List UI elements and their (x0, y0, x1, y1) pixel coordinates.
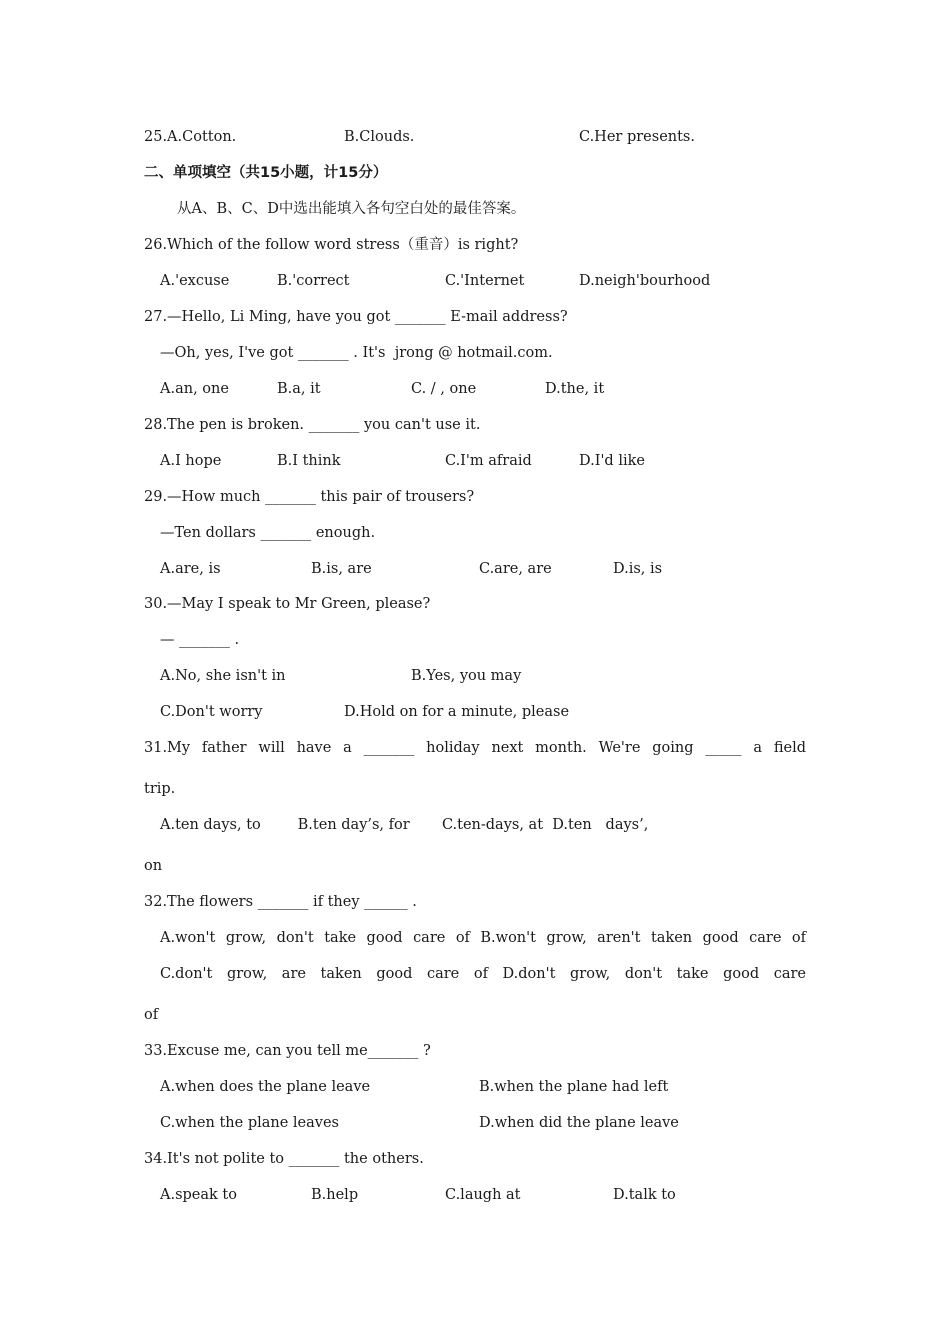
q34-option-b: B.help (311, 1187, 359, 1203)
q29-option-a: A.are, is (160, 561, 221, 577)
q27-stem: 27.—Hello, Li Ming, have you got _______ E-mail address? (144, 309, 568, 325)
q27-option-a: A.an, one (160, 381, 229, 397)
q28-option-a: A.I hope (160, 453, 222, 469)
q26-option-a: A.'excuse (160, 273, 230, 289)
q33-option-a: A.when does the plane leave (160, 1079, 371, 1095)
q29-stem: 29.—How much _______ this pair of trousers? (144, 489, 475, 505)
q26-option-b: B.'correct (277, 273, 350, 289)
q30-line2: — _______ . (160, 632, 240, 648)
q32-options-cd-cont: of (144, 1007, 159, 1023)
q30-option-b: B.Yes, you may (411, 668, 522, 684)
q25-option-c: C.Her presents. (579, 129, 695, 145)
q28-option-c: C.I'm afraid (445, 453, 532, 469)
q32-options-cd: C.don't grow, are taken good care of D.don't grow, don't take good care (160, 966, 806, 982)
q26-option-d: D.neigh'bourhood (579, 273, 711, 289)
q32-options-ab: A.won't grow, don't take good care of B.won't grow, aren't taken good care of (160, 930, 806, 946)
q33-stem: 33.Excuse me, can you tell me_______ ? (144, 1043, 431, 1059)
q27-option-c: C. / , one (411, 381, 477, 397)
q25-option-a: 25.A.Cotton. (144, 129, 237, 145)
q34-option-d: D.talk to (613, 1187, 676, 1203)
q33-option-c: C.when the plane leaves (160, 1115, 339, 1131)
q31-options-cont: on (144, 858, 163, 874)
q26-option-c: C.'Internet (445, 273, 525, 289)
q26-stem: 26.Which of the follow word stress（重音）is right? (144, 237, 519, 253)
q34-option-a: A.speak to (160, 1187, 237, 1203)
q29-option-b: B.is, are (311, 561, 372, 577)
q31-options: A.ten days, to B.ten day’s, for C.ten-days, at D.ten days’, (160, 817, 649, 833)
q30-option-a: A.No, she isn't in (160, 668, 286, 684)
q25-option-b: B.Clouds. (344, 129, 415, 145)
q34-stem: 34.It's not polite to _______ the others. (144, 1151, 424, 1167)
q29-line2: —Ten dollars _______ enough. (160, 525, 376, 541)
q34-option-c: C.laugh at (445, 1187, 521, 1203)
q33-option-d: D.when did the plane leave (479, 1115, 679, 1131)
q29-option-c: C.are, are (479, 561, 552, 577)
q31-stem-cont: trip. (144, 781, 176, 797)
q27-option-b: B.a, it (277, 381, 321, 397)
q30-stem: 30.—May I speak to Mr Green, please? (144, 596, 431, 612)
q28-stem: 28.The pen is broken. _______ you can't use it. (144, 417, 481, 433)
q28-option-b: B.I think (277, 453, 341, 469)
q30-option-c: C.Don't worry (160, 704, 263, 720)
q27-line2: —Oh, yes, I've got _______ . It's jrong @ hotmail.com. (160, 345, 553, 361)
q32-stem: 32.The flowers _______ if they ______ . (144, 894, 417, 910)
q28-option-d: D.I'd like (579, 453, 645, 469)
section-instruction: 从A、B、C、D中选出能填入各句空白处的最佳答案。 (177, 201, 526, 217)
q33-option-b: B.when the plane had left (479, 1079, 669, 1095)
q27-option-d: D.the, it (545, 381, 605, 397)
section-title: 二、单项填空（共15小题，计15分） (144, 165, 388, 181)
q30-option-d: D.Hold on for a minute, please (344, 704, 570, 720)
q31-stem: 31.My father will have a _______ holiday next month. We're going _____ a field (144, 740, 806, 756)
q29-option-d: D.is, is (613, 561, 663, 577)
